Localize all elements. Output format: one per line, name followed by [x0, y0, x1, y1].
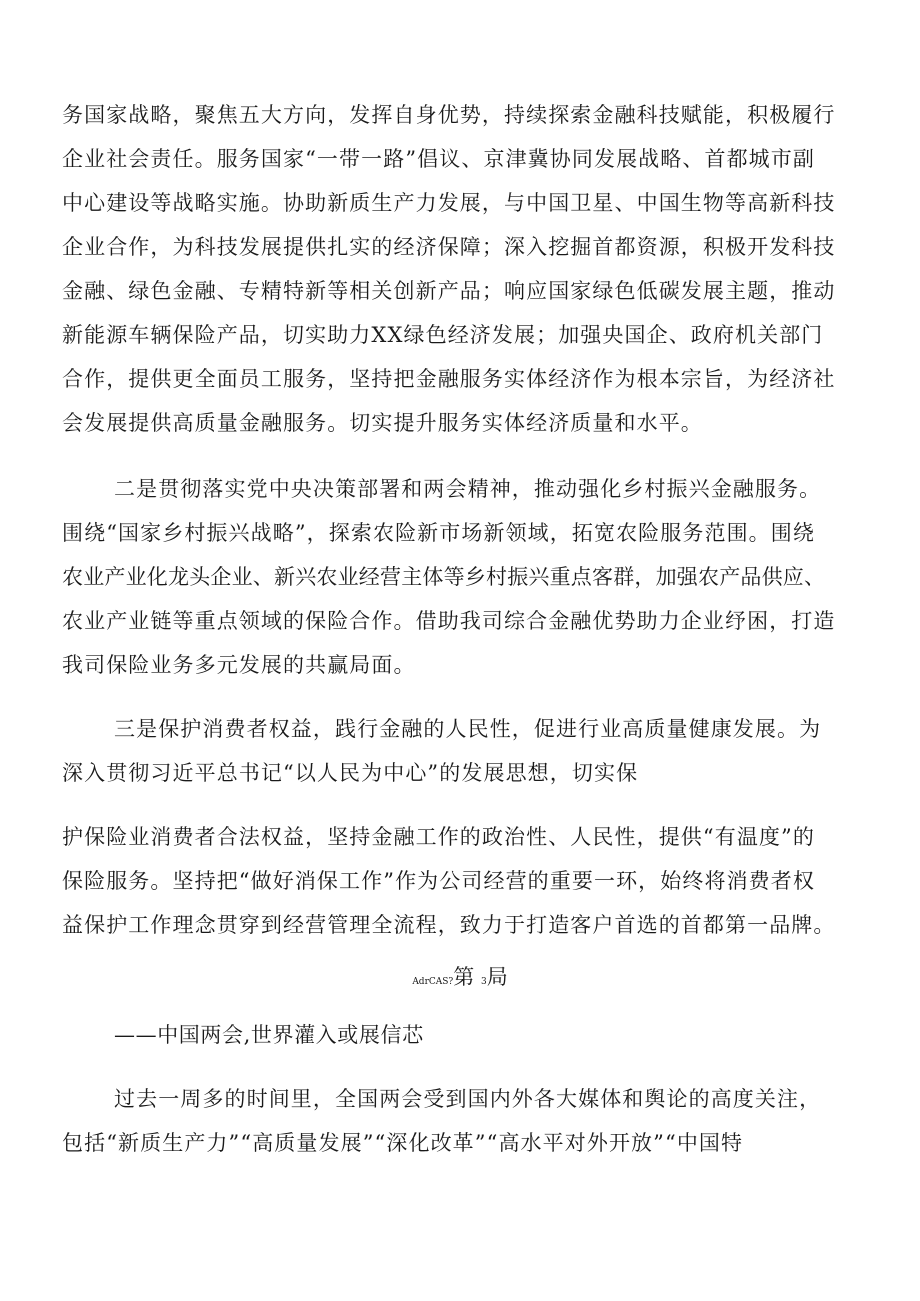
body-text-line: 过去一周多的时间里，全国两会受到国内外各大媒体和舆论的高度关注，: [114, 1087, 822, 1111]
body-text-line: 深入贯彻习近平总书记“以人民为中心”的发展思想，切实保: [62, 761, 639, 785]
body-text-line: 我司保险业务多元发展的共赢局面。: [62, 653, 416, 677]
body-text-line: 企业合作，为科技发展提供扎实的经济保障；深入挖掘首都资源，积极开发科技: [62, 235, 836, 259]
body-text-line: 会发展提供高质量金融服务。切实提升服务实体经济质量和水平。: [62, 411, 703, 435]
body-text-line: 包括“新质生产力”“高质量发展”“深化改革”“高水平对外开放”“中国特: [62, 1131, 744, 1155]
heading-main: 第: [453, 965, 475, 989]
heading-prefix: AdrCAS?: [412, 977, 454, 987]
body-text-line: 围绕“国家乡村振兴战略”，探索农险新市场新领域，拓宽农险服务范围。围绕: [62, 521, 815, 545]
heading-number: 3: [480, 977, 487, 987]
body-text-line: 农业产业链等重点领域的保险合作。借助我司综合金融优势助力企业纾困，打造: [62, 609, 836, 633]
body-text-line: 农业产业化龙头企业、新兴农业经营主体等乡村振兴重点客群，加强农产品供应、: [62, 565, 826, 589]
body-text-line: 中心建设等战略实施。协助新质生产力发展，与中国卫星、中国生物等高新科技: [62, 191, 836, 215]
section-heading: [0, 962, 920, 997]
body-text-line: 二是贯彻落实党中央决策部署和两会精神，推动强化乡村振兴金融服务。: [114, 477, 822, 501]
body-text-line: 保险服务。坚持把“做好消保工作”作为公司经营的重要一环，始终将消费者权: [62, 869, 815, 893]
body-text-line: 金融、绿色金融、专精特新等相关创新产品；响应国家绿色低碳发展主题，推动: [62, 279, 836, 303]
body-text-line: 益保护工作理念贯穿到经营管理全流程，致力于打造客户首选的首都第一品牌。: [62, 913, 836, 937]
body-text-line: 护保险业消费者合法权益，坚持金融工作的政治性、人民性，提供“有温度”的: [62, 825, 815, 849]
body-text-line: 三是保护消费者权益，践行金融的人民性，促进行业高质量健康发展。为: [114, 717, 822, 741]
body-text-line: 新能源车辆保险产品，切实助力XX绿色经济发展；加强央国企、政府机关部门: [62, 323, 824, 347]
heading-suffix: 局: [486, 965, 508, 989]
body-text-line: 企业社会责任。服务国家“一带一路”倡议、京津冀协同发展战略、首都城市副: [62, 147, 815, 171]
section-subtitle: ——中国两会,世界灌入或展信芯: [114, 1023, 424, 1047]
body-text-line: 合作，提供更全面员工服务，坚持把金融服务实体经济作为根本宗旨，为经济社: [62, 367, 836, 391]
body-text-line: 务国家战略，聚焦五大方向，发挥自身优势，持续探索金融科技赋能，积极履行: [62, 103, 836, 127]
